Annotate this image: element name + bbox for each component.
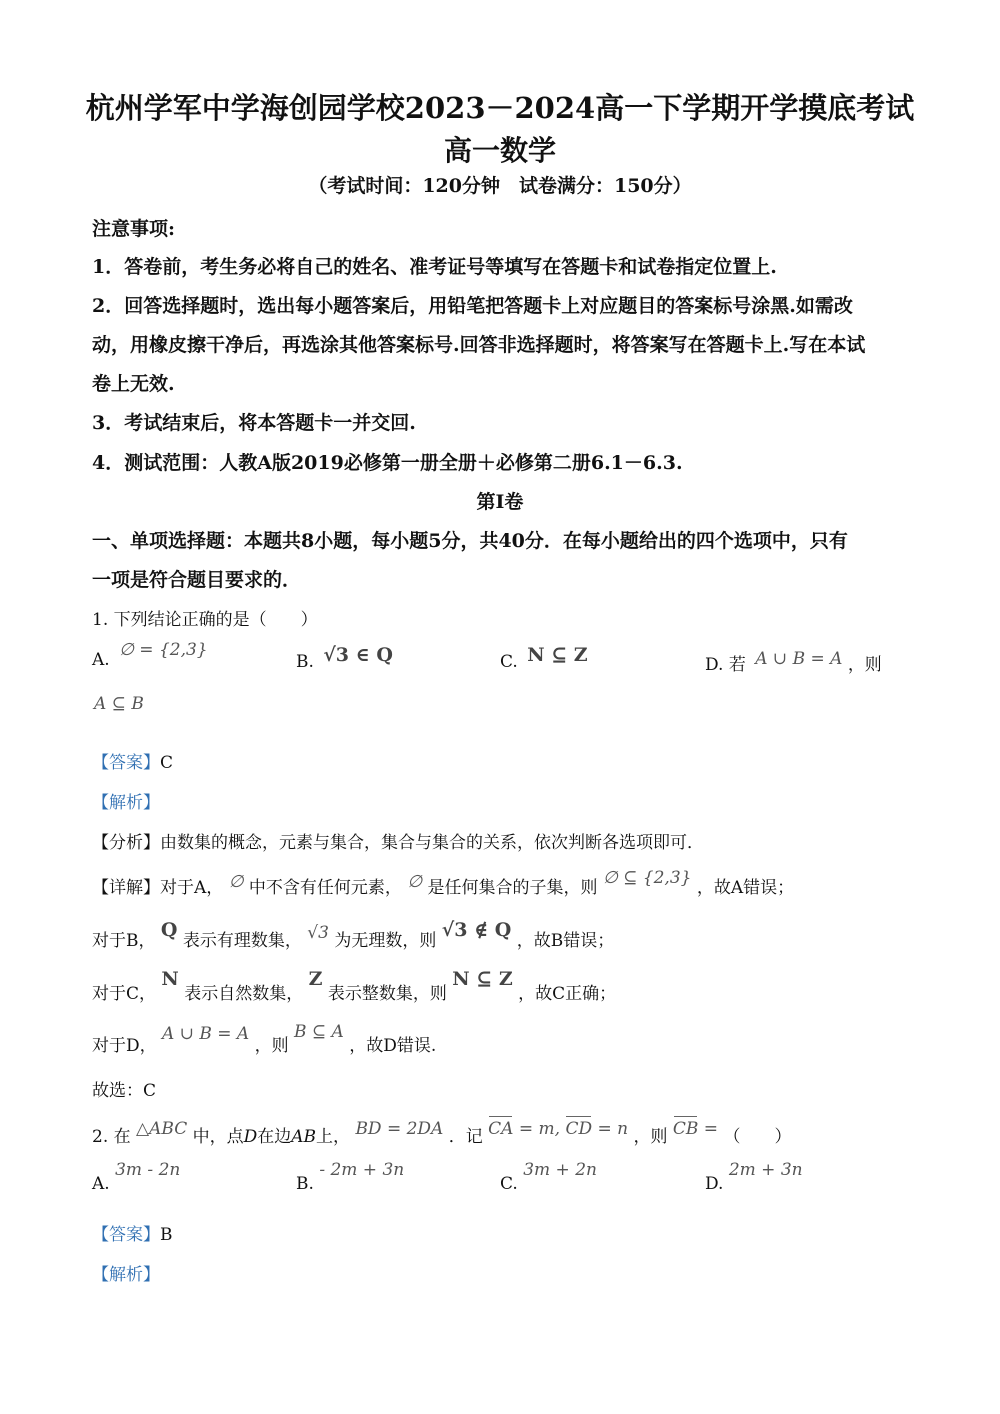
q2-vector-ca: CA — [488, 1119, 514, 1139]
notes-heading: 注意事项: — [92, 218, 176, 240]
q2-answer-value: B — [160, 1225, 173, 1245]
q2-answer-tag: 【答案】 — [92, 1225, 160, 1245]
q2-stem-math-cb — [673, 1119, 718, 1139]
q1-detail-d-math-2: B ⊆ A — [294, 1022, 344, 1042]
q1-option-b — [296, 644, 393, 672]
q2-option-b-math: - 2m + 3n — [319, 1160, 405, 1180]
q1-detail-d-text-3: ，故D错误. — [349, 1036, 437, 1056]
q1-detail-a-math-3: ∅ ⊆ {2,3} — [602, 868, 692, 888]
q1-answer — [92, 748, 173, 773]
exam-subject: 高一数学 — [443, 134, 556, 167]
q1-detail-b-math-2: √3 — [307, 923, 329, 943]
q1-fenxi-text: 由数集的概念，元素与集合，集合与集合的关系，依次判断各选项即可． — [160, 833, 704, 853]
q1-option-a-label: A. — [92, 650, 110, 670]
q1-option-d-then: ，则 — [847, 655, 882, 675]
q1-choice: 故选：C — [92, 1081, 157, 1101]
q2-stem-math-d: D — [243, 1127, 258, 1147]
q2-answer — [92, 1220, 173, 1245]
q1-detail-a-text-2: 中不含有任何元素， — [248, 878, 402, 898]
q2-stem-math-vectors — [488, 1119, 628, 1139]
q2-vector-cb: CB — [672, 1119, 699, 1139]
q1-detail-a-text-3: 是任何集合的子集，则 — [427, 878, 598, 898]
q1-detail-b-math-1: Q — [160, 919, 178, 941]
q1-detail-c-text-1: 对于C， — [92, 984, 157, 1004]
q2-stem-text-6: ，则 — [633, 1127, 668, 1147]
q2-option-a — [92, 1160, 181, 1194]
q1-detail-b-text-2: 表示有理数集， — [182, 931, 302, 951]
q1-detail-c — [92, 968, 617, 1004]
q1-detail-c-math-2: Z — [308, 968, 323, 990]
note-1: 1．答卷前，考生务必将自己的姓名、准考证号等填写在答题卡和试卷指定位置上. — [92, 256, 777, 278]
q1-detail-c-math-1: N — [161, 968, 179, 990]
q1-detail-a-math-2: ∅ — [407, 872, 423, 892]
part1-heading-line-1: 一、单项选择题：本题共8小题，每小题5分，共40分．在每小题给出的四个选项中，只有 — [92, 530, 848, 552]
q2-vector-m: = m, — [513, 1119, 566, 1139]
q1-detail-c-text-4: ，故C正确； — [518, 984, 617, 1004]
q1-detail-d — [92, 1022, 437, 1056]
q2-stem-text-4: 上， — [316, 1127, 351, 1147]
q2-option-c-math: 3m + 2n — [523, 1160, 597, 1180]
q1-detail-c-text-2: 表示自然数集， — [184, 984, 304, 1004]
q2-stem-math-bd: BD = 2DA — [355, 1119, 444, 1139]
volume-heading: 第Ⅰ卷 — [476, 491, 524, 513]
q1-detail-b-math-3: √3 ∉ Q — [441, 919, 512, 941]
q1-detail-c-math-3: N ⊆ Z — [452, 968, 513, 990]
q1-fenxi — [92, 828, 704, 853]
q1-option-b-label: B. — [296, 652, 314, 672]
q2-option-b — [296, 1160, 405, 1194]
q2-option-c — [500, 1160, 597, 1194]
exam-info: （考试时间：120分钟 试卷满分：150分） — [308, 175, 692, 197]
q1-option-a — [92, 640, 208, 670]
q2-stem-text-2: 中，点 — [192, 1127, 244, 1147]
q2-stem-text-1: 2. 在 — [92, 1127, 131, 1147]
note-4: 4．测试范围：人教A版2019必修第一册全册＋必修第二册6.1－6.3. — [92, 452, 683, 474]
q1-detail-d-text-1: 对于D， — [92, 1036, 157, 1056]
q1-detail-a-text-1: 对于A， — [160, 878, 224, 898]
q1-option-c — [500, 644, 588, 672]
q2-vector-cb-eq: = — [698, 1119, 719, 1139]
q1-option-b-math: √3 ∈ Q — [323, 644, 393, 666]
q2-option-d — [705, 1160, 803, 1194]
note-2-line-1: 2．回答选择题时，选出每小题答案后，用铅笔把答题卡上对应题目的答案标号涂黑.如需改 — [92, 295, 853, 317]
q1-detail-a — [92, 868, 795, 898]
q1-detail-b-text-4: ，故B错误； — [516, 931, 615, 951]
note-2-line-3: 卷上无效. — [92, 373, 175, 395]
note-2-line-2: 动，用橡皮擦干净后，再选涂其他答案标号.回答非选择题时，将答案写在答题卡上.写在本试 — [92, 334, 866, 356]
q2-option-a-label: A. — [92, 1174, 110, 1194]
q2-stem-text-7: （ ） — [723, 1127, 792, 1147]
q2-option-b-label: B. — [296, 1174, 314, 1194]
q1-option-a-math: ∅ = {2,3} — [119, 640, 208, 660]
q2-stem-text-3: 在边 — [257, 1127, 292, 1147]
q2-option-d-math: 2m + 3n — [728, 1160, 803, 1180]
q2-option-a-math: 3m - 2n — [115, 1160, 181, 1180]
q1-option-c-label: C. — [500, 652, 518, 672]
q1-detail-b-text-3: 为无理数，则 — [334, 931, 437, 951]
q1-option-d-math-2: A ⊆ B — [94, 694, 144, 714]
q2-analysis-tag: 【解析】 — [92, 1265, 160, 1285]
q2-stem — [92, 1119, 792, 1147]
q2-vector-cd: CD — [565, 1119, 593, 1139]
q1-stem: 1. 下列结论正确的是（ ） — [92, 610, 318, 630]
q1-answer-tag: 【答案】 — [92, 753, 160, 773]
q1-detail-d-text-2: ，则 — [254, 1036, 289, 1056]
part1-heading-line-2: 一项是符合题目要求的． — [92, 569, 302, 591]
q1-detail-tag: 【详解】 — [92, 878, 160, 898]
q2-vector-n: = n — [592, 1119, 629, 1139]
q1-detail-a-text-4: ，故A错误； — [696, 878, 795, 898]
q1-detail-b — [92, 919, 615, 951]
q1-option-d-label: D. 若 — [705, 655, 746, 675]
q1-detail-c-text-3: 表示整数集，则 — [327, 984, 447, 1004]
q1-option-d — [705, 650, 882, 675]
q1-detail-b-text-1: 对于B， — [92, 931, 156, 951]
exam-title: 杭州学军中学海创园学校2023－2024高一下学期开学摸底考试 — [85, 91, 915, 125]
q2-stem-text-5: ．记 — [448, 1127, 483, 1147]
q1-option-c-math: N ⊆ Z — [527, 644, 588, 666]
q2-option-c-label: C. — [500, 1174, 518, 1194]
q1-detail-a-math-1: ∅ — [228, 872, 244, 892]
q1-fenxi-tag: 【分析】 — [92, 833, 160, 853]
q1-analysis-tag: 【解析】 — [92, 793, 160, 813]
q2-option-d-label: D. — [705, 1174, 724, 1194]
q2-stem-math-triangle: △ABC — [136, 1119, 188, 1139]
q1-option-d-math: A ∪ B = A — [755, 649, 843, 669]
q2-stem-math-ab: AB — [291, 1127, 317, 1147]
q1-detail-d-math-1: A ∪ B = A — [162, 1024, 250, 1044]
q1-answer-value: C — [160, 753, 174, 773]
note-3: 3．考试结束后，将本答题卡一并交回. — [92, 412, 416, 434]
